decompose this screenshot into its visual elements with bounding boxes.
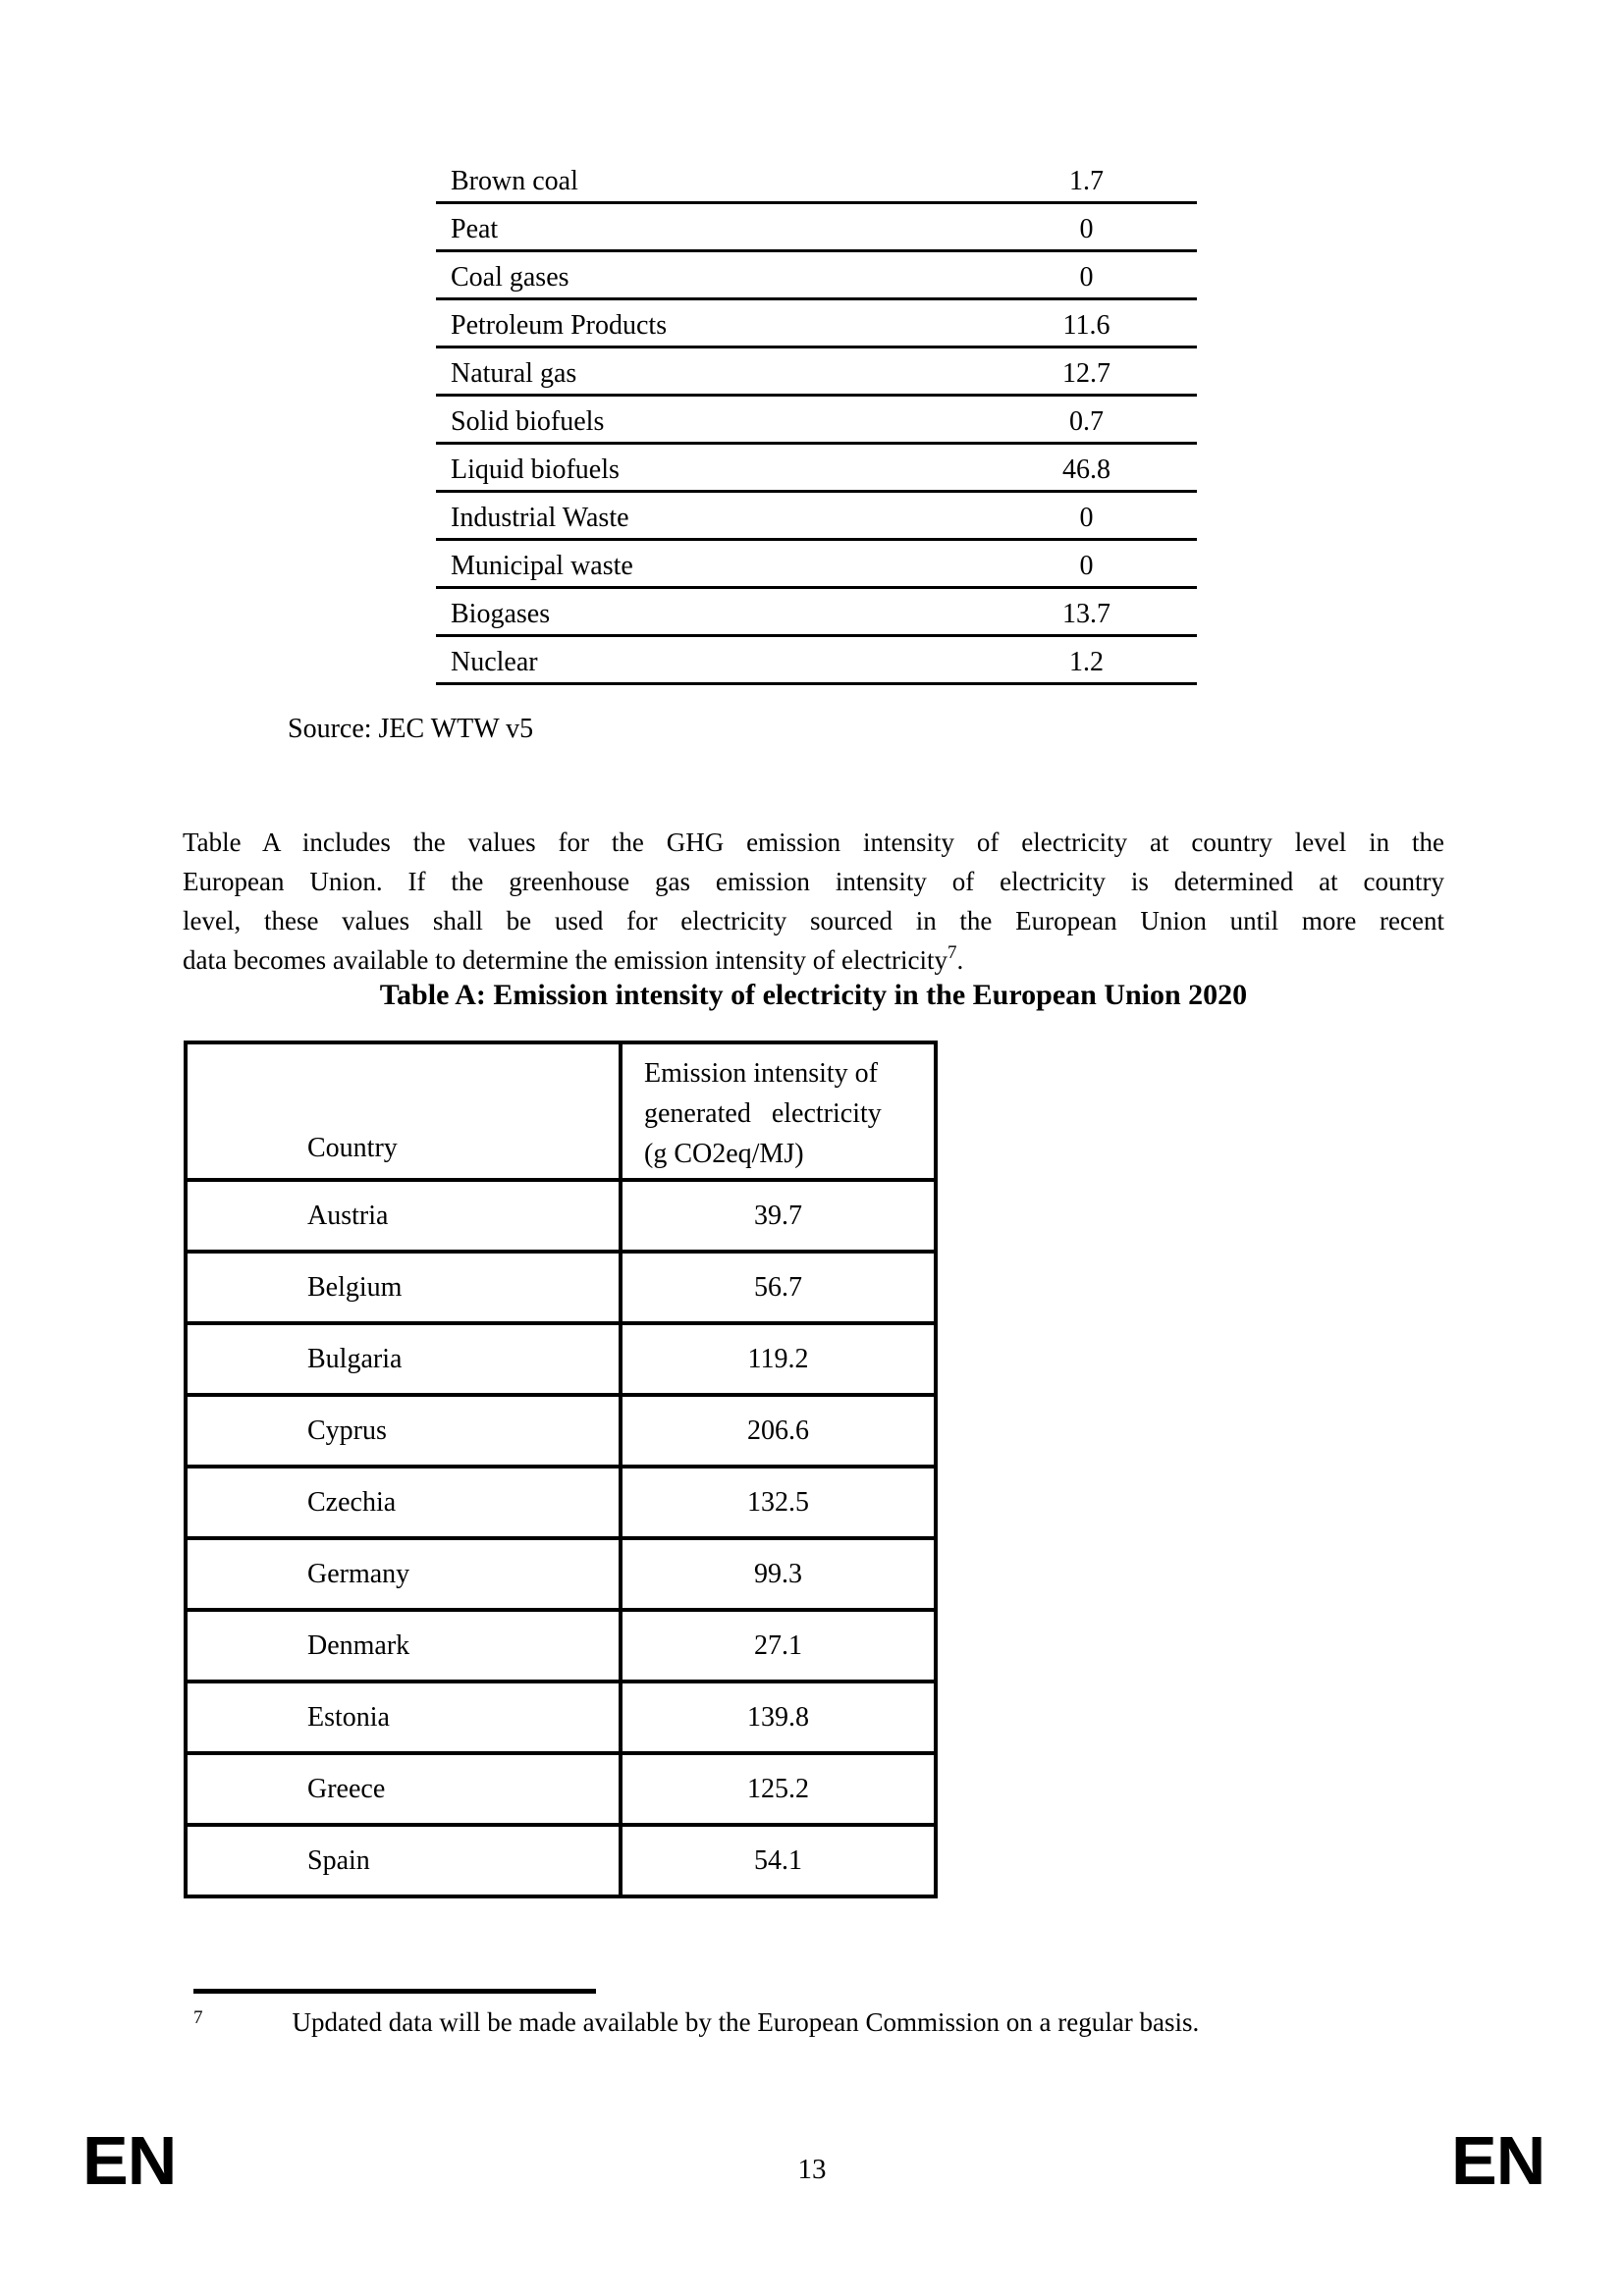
fuel-value: 46.8	[1062, 454, 1110, 485]
value-cell: 119.2	[747, 1343, 809, 1374]
country-cell: Austria	[188, 1182, 623, 1250]
table-row	[436, 156, 1197, 204]
footnote-reference: 7	[947, 942, 957, 963]
paragraph-text: data becomes available to determine the emission intensity of electricity	[183, 945, 947, 975]
fuel-value: 13.7	[1062, 599, 1110, 629]
country-cell: Czechia	[188, 1468, 623, 1536]
country-cell: Belgium	[188, 1254, 623, 1321]
country-cell: Bulgaria	[188, 1325, 623, 1393]
table-row	[188, 1178, 934, 1250]
table-row	[436, 397, 1197, 445]
footnote-separator	[193, 1989, 596, 1994]
country-cell: Denmark	[188, 1612, 623, 1680]
footnote-number: 7	[193, 2007, 203, 2028]
fuel-value: 0.7	[1069, 406, 1104, 437]
value-cell: 132.5	[747, 1486, 809, 1518]
fuel-value: 0	[1079, 262, 1094, 293]
value-cell: 206.6	[747, 1415, 809, 1446]
source-note: Source: JEC WTW v5	[288, 714, 534, 744]
country-cell: Germany	[188, 1540, 623, 1608]
value-cell: 125.2	[747, 1773, 809, 1804]
fuel-value: 0	[1079, 503, 1094, 533]
table-row	[436, 541, 1197, 589]
country-cell: Spain	[188, 1827, 623, 1895]
value-cell: 56.7	[754, 1271, 802, 1303]
table-row	[436, 348, 1197, 397]
fuel-label: Industrial Waste	[451, 503, 629, 533]
table-a-header-row	[188, 1044, 934, 1178]
fuel-value: 1.7	[1069, 166, 1104, 196]
value-cell: 39.7	[754, 1200, 802, 1231]
language-code-right: EN	[1451, 2122, 1545, 2199]
table-row	[436, 252, 1197, 300]
table-row	[436, 637, 1197, 685]
body-paragraph	[183, 823, 1444, 980]
paragraph-line: Table A includes the values for the GHG emission intensity of electricity at country level in the	[183, 828, 1444, 857]
paragraph-line: level, these values shall be used for electricity sourced in the European Union until more recent	[183, 906, 1444, 935]
table-row	[436, 204, 1197, 252]
table-row	[188, 1680, 934, 1751]
fuel-label: Nuclear	[451, 647, 538, 677]
table-a-title: Table A: Emission intensity of electricity in the European Union 2020	[379, 979, 1248, 1011]
table-row	[436, 445, 1197, 493]
paragraph-period: .	[956, 945, 964, 975]
table-row	[188, 1536, 934, 1608]
table-row	[188, 1751, 934, 1823]
fuel-value: 11.6	[1062, 310, 1110, 341]
language-code-left: EN	[82, 2122, 177, 2199]
fuel-intensity-table	[436, 156, 1197, 685]
fuel-value: 0	[1079, 214, 1094, 244]
fuel-label: Natural gas	[451, 358, 577, 389]
table-row	[436, 300, 1197, 348]
fuel-label: Biogases	[451, 599, 551, 629]
value-cell: 27.1	[754, 1629, 802, 1661]
fuel-value: 1.2	[1069, 647, 1104, 677]
table-row	[188, 1321, 934, 1393]
table-row	[188, 1823, 934, 1895]
header-line: Emission intensity of	[644, 1058, 878, 1089]
country-cell: Cyprus	[188, 1397, 623, 1465]
table-row	[188, 1608, 934, 1680]
column-header-emission-intensity	[623, 1044, 934, 1178]
fuel-label: Petroleum Products	[451, 310, 668, 341]
table-row	[436, 493, 1197, 541]
country-cell: Estonia	[188, 1683, 623, 1751]
fuel-label: Brown coal	[451, 166, 578, 196]
fuel-label: Solid biofuels	[451, 406, 605, 437]
value-cell: 99.3	[754, 1558, 802, 1589]
fuel-label: Peat	[451, 214, 499, 244]
paragraph-line	[183, 940, 1444, 980]
paragraph-line: European Union. If the greenhouse gas emission intensity of electricity is determined at country	[183, 867, 1444, 896]
table-row	[188, 1465, 934, 1536]
table-row	[188, 1393, 934, 1465]
footnote	[193, 2004, 1199, 2040]
table-a	[184, 1041, 938, 1898]
footnote-text: Updated data will be made available by the European Commission on a regular basis.	[292, 2007, 1200, 2037]
column-header-country: Country	[188, 1044, 623, 1178]
fuel-label: Municipal waste	[451, 551, 633, 581]
page-number: 13	[797, 2154, 827, 2185]
country-cell: Greece	[188, 1755, 623, 1823]
fuel-value: 12.7	[1062, 358, 1110, 389]
value-cell: 54.1	[754, 1844, 802, 1876]
fuel-label: Coal gases	[451, 262, 569, 293]
fuel-value: 0	[1079, 551, 1094, 581]
value-cell: 139.8	[747, 1701, 809, 1733]
table-row	[188, 1250, 934, 1321]
header-line: generated electricity	[644, 1098, 882, 1129]
header-line: (g CO2eq/MJ)	[644, 1139, 804, 1169]
table-row	[436, 589, 1197, 637]
fuel-label: Liquid biofuels	[451, 454, 620, 485]
